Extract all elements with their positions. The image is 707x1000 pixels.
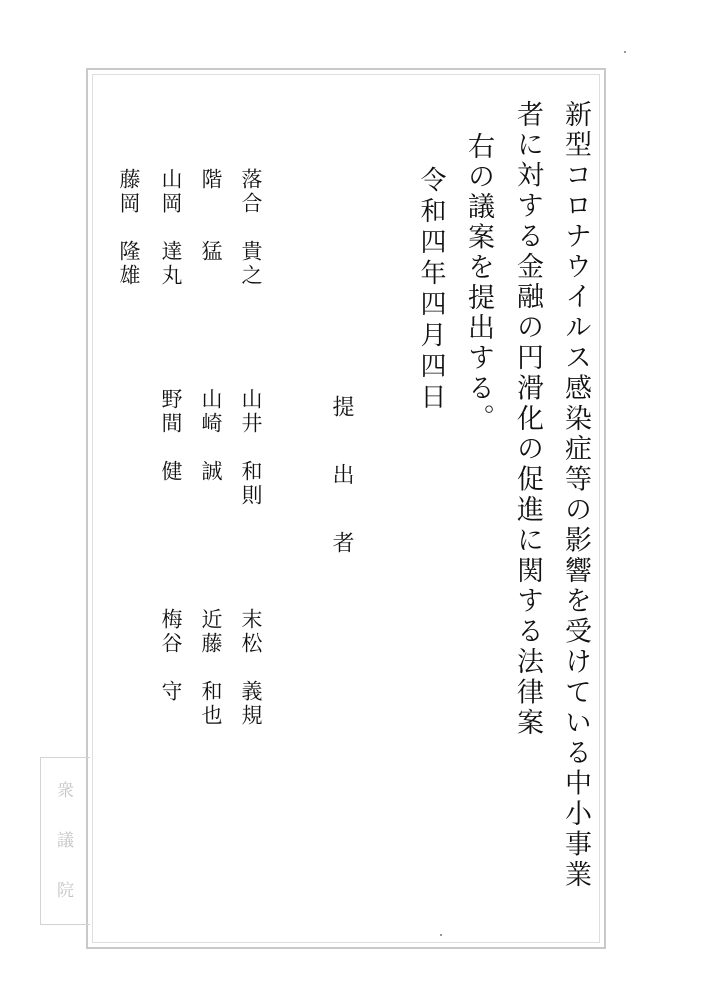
scan-speck <box>624 51 626 53</box>
submitter-name: 落合 貴之 <box>239 168 263 288</box>
submitter-name: 山崎 誠 <box>199 388 223 484</box>
submitter-name: 梅谷 守 <box>159 608 183 704</box>
submitter-name: 階 猛 <box>199 168 223 264</box>
submission-statement: 右の議案を提出する。 <box>463 132 494 434</box>
submitter-name: 野間 健 <box>159 388 183 484</box>
submitter-name: 末松 義規 <box>239 608 263 728</box>
submission-date: 令和四年四月四日 <box>416 166 446 414</box>
house-of-representatives-stamp <box>40 757 90 925</box>
bill-title-line-2: 者に対する金融の円滑化の促進に関する法律案 <box>512 100 543 739</box>
stamp-character: 院 <box>57 880 74 901</box>
stamp-character: 衆 <box>57 780 74 801</box>
submitter-name: 近藤 和也 <box>199 608 223 728</box>
bill-title-line-1: 新型コロナウイルス感染症等の影響を受けている中小事業 <box>560 100 591 891</box>
submitter-name: 山井 和則 <box>239 388 263 508</box>
submitter-name: 藤岡 隆雄 <box>117 168 141 288</box>
scan-speck <box>440 934 442 936</box>
submitters-label: 提出者 <box>329 395 354 599</box>
stamp-character: 議 <box>57 830 74 851</box>
submitter-name: 山岡 達丸 <box>159 168 183 288</box>
